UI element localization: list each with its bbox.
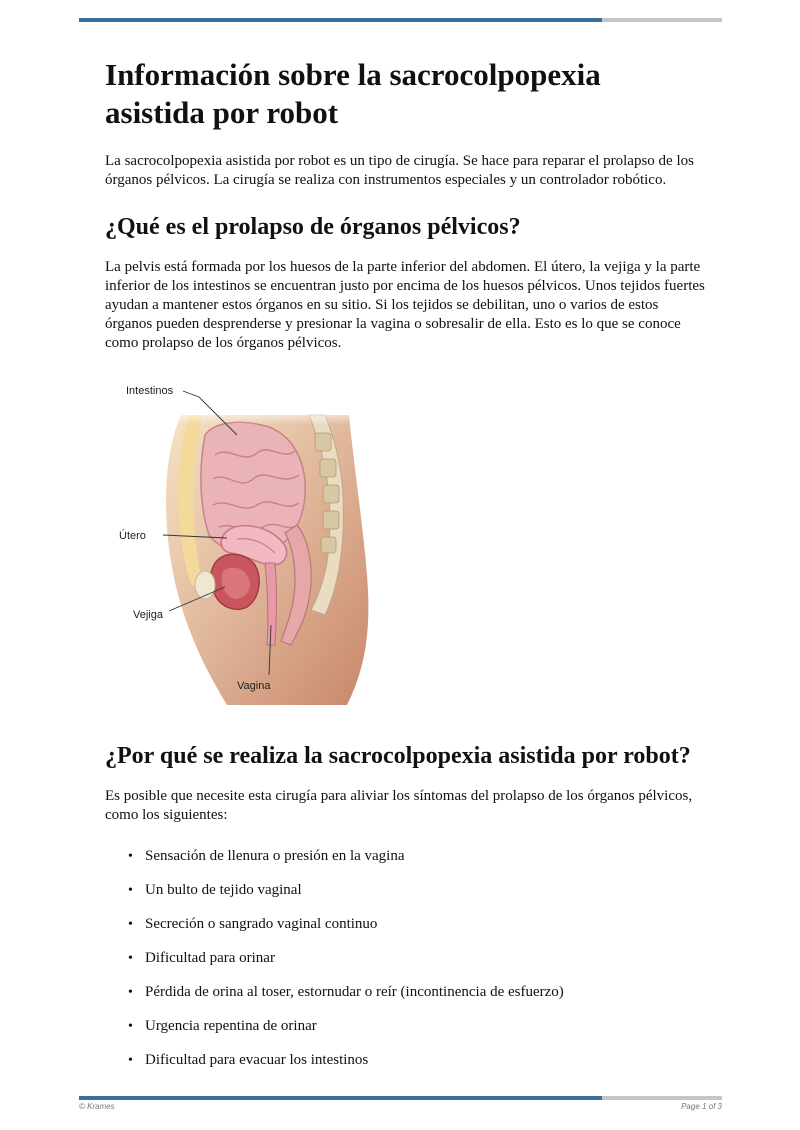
label-utero: Útero: [119, 530, 146, 542]
symptom-list: [105, 847, 705, 1070]
list-item: • Dificultad para orinar: [145, 949, 705, 968]
footer-copyright: © Krames: [79, 1102, 115, 1111]
label-vejiga: Vejiga: [133, 609, 163, 621]
list-item: • Dificultad para evacuar los intestinos: [145, 1051, 705, 1070]
list-item: • Un bulto de tejido vaginal: [145, 881, 705, 900]
list-item: • Pérdida de orina al toser, estornudar o reír (incontinencia de esfuerzo): [145, 983, 705, 1002]
section-body-why: Es posible que necesite esta cirugía para aliviar los síntomas del prolapso de los órganos pélvicos, como los siguientes:: [105, 788, 693, 823]
header-progress-bar: [79, 18, 722, 22]
pelvic-anatomy-svg: [119, 375, 379, 715]
list-item: • Secreción o sangrado vaginal continuo: [145, 915, 705, 934]
label-intestinos: Intestinos: [126, 385, 174, 397]
pubic-bone: [195, 571, 215, 599]
list-item: • Urgencia repentina de orinar: [145, 1017, 705, 1036]
page-title: Información sobre la sacrocolpopexia asistida por robot: [105, 57, 601, 130]
section-heading-why: ¿Por qué se realiza la sacrocolpopexia asistida por robot?: [105, 743, 691, 769]
document-body: [105, 56, 705, 1085]
footer-page-number: Page 1 of 3: [681, 1102, 722, 1111]
pelvic-anatomy-illustration: [119, 375, 379, 715]
footer-bar-fill: [79, 1096, 602, 1100]
intro-paragraph: La sacrocolpopexia asistida por robot es un tipo de cirugía. Se hace para reparar el prolapso de los órganos pélvicos. La cirugía se realiza con instrumentos especiales y un controlador robótico.: [105, 153, 694, 188]
header-bar-fill: [79, 18, 602, 22]
section-body-prolapse: La pelvis está formada por los huesos de la parte inferior del abdomen. El útero, la vejiga y la parte inferior de los intestinos se encuentran justo por encima de los huesos pélvicos. Unos tejidos fuertes ayudan a mantener estos órganos en su sitio. Si los tejidos se debilitan, uno o varios de estos órganos pueden desprenderse y presionar la vagina o sobresalir de ella. Esto es lo que se conoce como prolapso de los órganos pélvicos.: [105, 259, 705, 351]
footer-progress-bar: [79, 1096, 722, 1100]
section-heading-prolapse: ¿Qué es el prolapso de órganos pélvicos?: [105, 214, 521, 240]
label-vagina: Vagina: [237, 680, 271, 692]
list-item: • Sensación de llenura o presión en la vagina: [145, 847, 705, 866]
